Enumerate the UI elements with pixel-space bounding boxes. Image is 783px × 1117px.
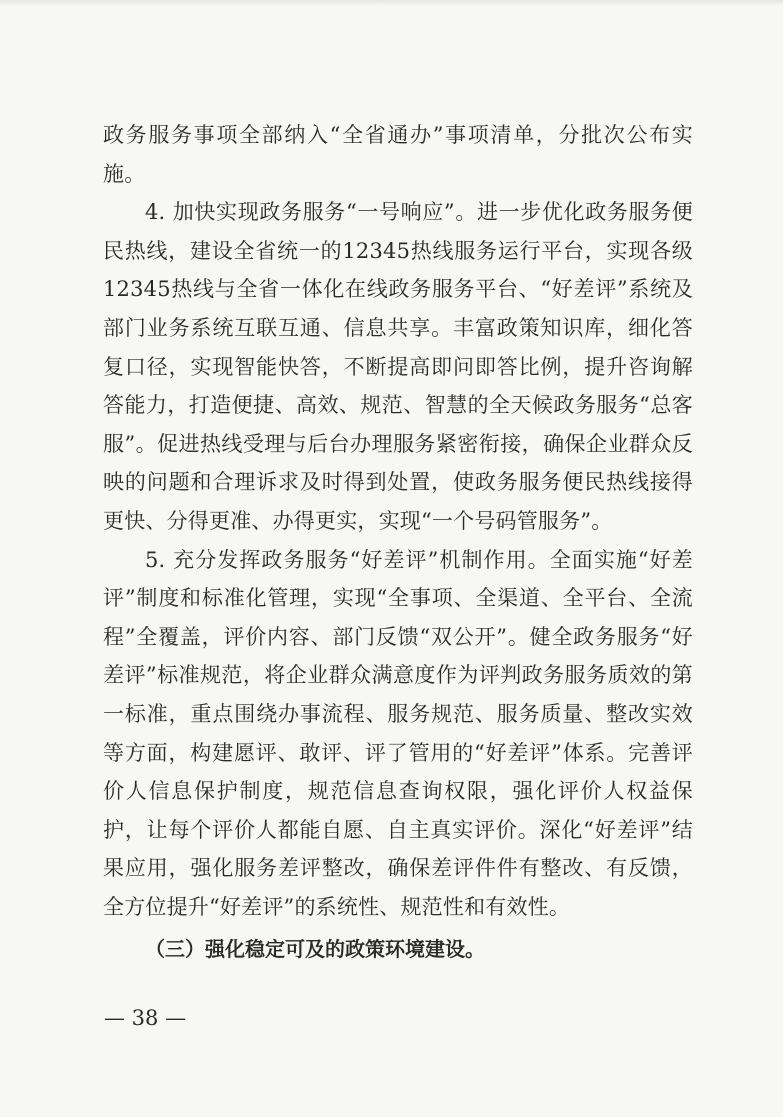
paragraph-item-4: 4. 加快实现政务服务“一号响应”。进一步优化政务服务便民热线，建设全省统一的12345热线服务运行平台，实现各级12345热线与全省一体化在线政务服务平台、“好差评”系统及部门业务系统互联互通、信息共享。丰富政策知识库，细化答复口径，实现智能快答，不断提高即问即答比例，提升咨询解答能力，打造便捷、高效、规范、智慧的全天候政务服务“总客服”。促进热线受理与后台办理服务紧密衔接，确保企业群众反映的问题和合理诉求及时得到处置，使政务服务便民热线接得更快、分得更准、办得更实，实现“一个号码管服务”。 (103, 200, 693, 533)
page-number: — 38 — (104, 1006, 187, 1030)
paragraph-continuation: 政务服务事项全部纳入“全省通办”事项清单，分批次公布实施。 (103, 123, 693, 186)
paragraph-item-5: 5. 充分发挥政务服务“好差评”机制作用。全面实施“好差评”制度和标准化管理，实现“全事项、全渠道、全平台、全流程”全覆盖，评价内容、部门反馈“双公开”。健全政务服务“好差评”标准规范，将企业群众满意度作为评判政务服务质效的第一标准，重点围绕办事流程、服务规范、服务质量、整改实效等方面，构建愿评、敢评、评了管用的“好差评”体系。完善评价人信息保护制度，规范信息查询权限，强化评价人权益保护，让每个评价人都能自愿、自主真实评价。深化“好差评”结果应用，强化服务差评整改，确保差评件件有整改、有反馈，全方位提升“好差评”的系统性、规范性和有效性。 (103, 547, 693, 919)
scan-edge (0, 0, 783, 6)
document-body (103, 116, 693, 966)
section-heading: （三）强化稳定可及的政策环境建设。 (145, 937, 485, 962)
